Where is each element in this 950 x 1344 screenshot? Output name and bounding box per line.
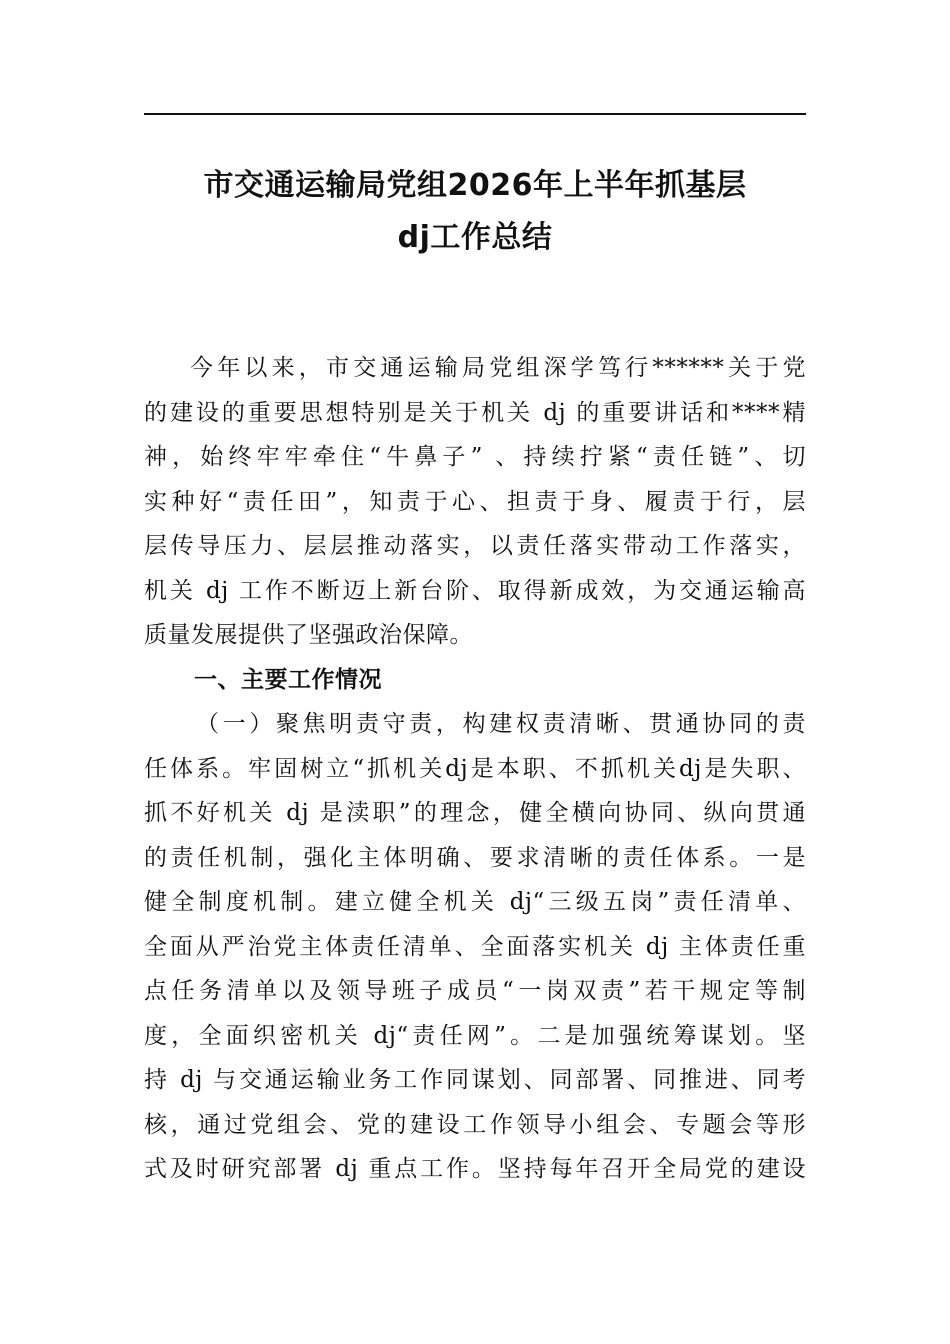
- title-line-2: dj工作总结: [397, 220, 553, 255]
- body-line: 点任务清单以及领导班子成员“一岗双责”若干规定等制: [144, 978, 806, 1004]
- body-line: 任体系。牢固树立“抓机关dj是本职、不抓机关dj是失职、: [144, 755, 806, 782]
- section-heading: 一、主要工作情况: [194, 666, 382, 693]
- body-line: 全面从严治党主体责任清单、全面落实机关 dj 主体责任重: [144, 933, 806, 960]
- body-line: 度，全面织密机关 dj“责任网”。二是加强统筹谋划。坚: [144, 1022, 806, 1049]
- body-line: 抓不好机关 dj 是渎职”的理念，健全横向协同、纵向贯通: [144, 800, 806, 826]
- body-line: 健全制度机制。建立健全机关 dj“三级五岗”责任清单、: [144, 889, 806, 915]
- body-line: 层传导压力、层层推动落实，以责任落实带动工作落实，: [144, 533, 806, 559]
- body-line: 的建设的重要思想特别是关于机关 dj 的重要讲话和****精: [144, 399, 806, 426]
- body-line: 实种好“责任田”，知责于心、担责于身、履责于行，层: [144, 488, 806, 515]
- title-line-1: 市交通运输局党组2026年上半年抓基层: [203, 168, 747, 203]
- header-rule: [144, 113, 806, 115]
- document-title: [144, 160, 806, 264]
- body-line: 机关 dj 工作不断迈上新台阶、取得新成效，为交通运输高: [144, 577, 806, 604]
- document-body: [144, 346, 806, 1192]
- body-line: 今年以来，市交通运输局党组深学笃行******关于党: [190, 355, 806, 381]
- body-line: 持 dj 与交通运输业务工作同谋划、同部署、同推进、同考: [144, 1067, 806, 1093]
- body-line: 神，始终牢牢牵住“牛鼻子” 、持续拧紧“责任链”、切: [144, 444, 806, 470]
- body-line: （一）聚焦明责守责，构建权责清晰、贯通协同的责: [196, 711, 806, 737]
- body-line: 的责任机制，强化主体明确、要求清晰的责任体系。一是: [144, 844, 806, 871]
- body-line: 核，通过党组会、党的建设工作领导小组会、专题会等形: [144, 1111, 806, 1138]
- body-line: 式及时研究部署 dj 重点工作。坚持每年召开全局党的建设: [144, 1156, 806, 1182]
- body-line: 质量发展提供了坚强政治保障。: [144, 622, 473, 648]
